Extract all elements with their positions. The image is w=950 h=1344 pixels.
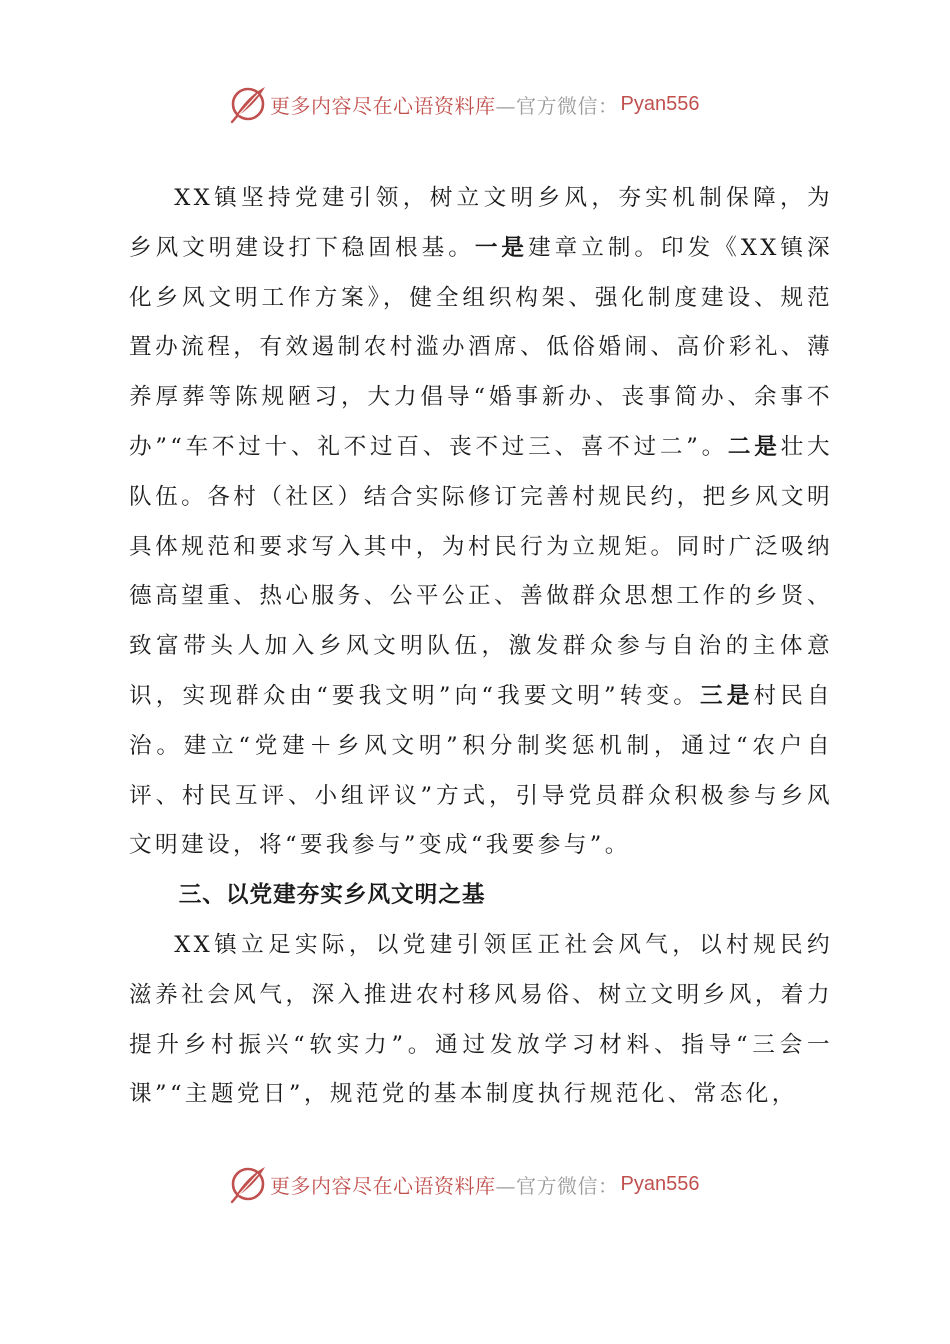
point-3-marker: 三是 <box>700 682 754 709</box>
paragraph-2: XX镇立足实际，以党建引领匡正社会风气，以村规民约滋养社会风气，深入推进农村移风易俗、树立文明乡风，着力提升乡村振兴“软实力”。通过发放学习材料、指导“三会一课”“主题党日”，规范党的基本制度执行规范化、常态化， <box>129 931 833 1108</box>
section-heading: 三、以党建夯实乡风文明之基 <box>178 882 486 909</box>
point-2-marker: 二是 <box>727 433 781 460</box>
banner-wechat-id: Pyan556 <box>620 1172 700 1195</box>
paragraph-1 <box>129 174 833 871</box>
banner-text: 更多内容尽在心语资料库 <box>270 1173 496 1198</box>
quill-pen-logo-icon <box>228 1164 268 1204</box>
quill-pen-logo-icon <box>228 84 268 124</box>
banner-wechat-id: Pyan556 <box>620 92 700 115</box>
document-body <box>129 174 833 1120</box>
header-banner <box>228 82 699 126</box>
point-1-text: 建章立制。印发《XX镇深化乡风文明工作方案》，健全组织构架、强化制度建设、规范置办流程，有效遏制农村滥办酒席、低俗婚闹、高价彩礼、薄养厚葬等陈规陋习，大力倡导“婚事新办、丧事简办、余事不办”“车不过十、礼不过百、丧不过三、喜不过二”。 <box>129 234 833 460</box>
footer-banner <box>228 1162 699 1206</box>
banner-text: 更多内容尽在心语资料库 <box>270 93 496 118</box>
banner-separator: —官方微信： <box>495 93 619 118</box>
point-3-text: 村民自治。建立“党建＋乡风文明”积分制奖惩机制，通过“农户自评、村民互评、小组评议”方式，引导党员群众积极参与乡风文明建设，将“要我参与”变成“我要参与”。 <box>129 682 833 859</box>
paragraph-1-intro: XX镇坚持党建引领，树立文明乡风，夯实机制保障，为乡风文明建设打下稳固根基。 <box>129 185 833 261</box>
banner-separator: —官方微信： <box>495 1173 619 1198</box>
point-1-marker: 一是 <box>474 234 529 261</box>
point-2-text: 壮大队伍。各村（社区）结合实际修订完善村规民约，把乡风文明具体规范和要求写入其中，为村民行为立规矩。同时广泛吸纳德高望重、热心服务、公平公正、善做群众思想工作的乡贤、致富带头人加入乡风文明队伍，激发群众参与自治的主体意识，实现群众由“要我文明”向“我要文明”转变。 <box>129 433 833 709</box>
